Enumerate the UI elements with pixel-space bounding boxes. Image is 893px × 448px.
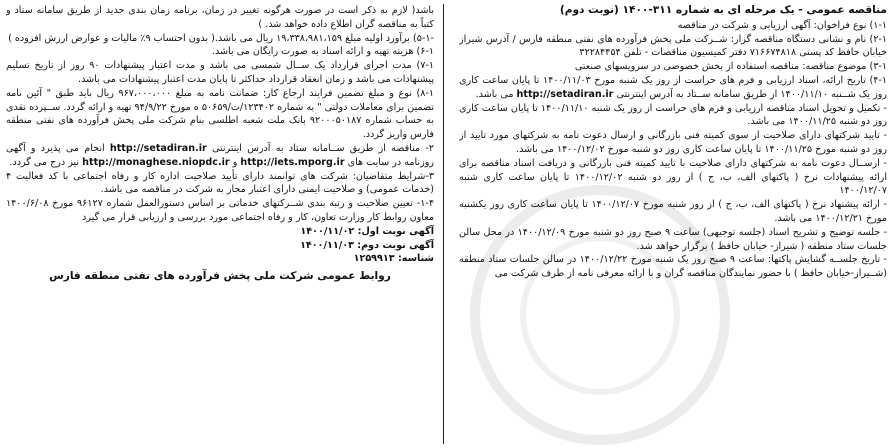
schedule-submission: - تکمیل و تحویل اسناد مناقصه ارزیابی و فرم های حراست از روز یک شنبه ۱۴۰۰/۱۱/۱۰ تا پایان ساعت کاری روز دو شنبه ۱۴۰۰/۱۱/۲۵ می باشد. (459, 102, 887, 128)
clause-2 (6, 142, 434, 170)
schedule-opening: - تاریخ جلســه گشایش پاکتها: ساعت ۹ صبح روز یک شنبه مورخ ۱۴۰۰/۱۲/۲۲ در سالن جلسات ستاد منطقه (شــیراز-خیابان حافظ ) با حضور نمایندگان مناقصه گران و با ارائه معرفی نامه از طرف شرکت می (459, 254, 887, 280)
setad-link-2[interactable]: http://setadiran.ir (109, 142, 207, 154)
notice-title: مناقصه عمومی - یک مرحله ای به شماره ۳۱۱-۱۴۰۰ (نوبت دوم) (559, 4, 887, 16)
setad-link[interactable]: http://setadiran.ir (516, 88, 614, 100)
schedule-approval: - تایید شرکتهای دارای صلاحیت از سوی کمیته فنی بازرگانی و ارسال دعوت نامه به شرکتهای مورد تایید از روز دو شنبه مورخ ۱۴۰۰/۱۱/۲۵ تا پایان ساعت کاری روز دو شنبه مورخ ۱۴۰۰/۱۲/۰۲ می باشد. (459, 130, 887, 155)
clause-7-1: ۷-۱) مدت اجرای قرارداد یک ســال شمسی می باشد و مدت اعتبار پیشنهادات ۹۰ روز از تاریخ تسلیم پیشنهادات می باشد و زمان انعقاد قرارداد حداکثر تا پایان مدت اعتبار پیشنهادات می باشد. (6, 60, 434, 85)
clause-2-text: ۲- مناقصه از طریق ســامانه ستاد به آدرس اینترنتی (211, 142, 434, 154)
clause-4-1-text: ۴-۱) تاریخ ارائه، اسناد ارزیابی و فرم های حراست از روز یک شنبه مورخ ۱۴۰۰/۱۱/۰۳ تا پایان ساعت کاری روز یک شــنبه ۱۴۰۰/۱۱/۱۰ از طریق سامانه ســتاد به آدرس اینترنتی (459, 74, 887, 100)
clause-4-1 (459, 74, 887, 102)
schedule-bid: - ارائه پیشنهاد نرخ ( پاکتهای الف، ب، ج ) از روز شنبه مورخ ۱۴۰۰/۱۲/۰۷ تا پایان ساعت کاری روز یکشنبه مورخ ۱۴۰۰/۱۲/۲۱ می باشد. (459, 199, 887, 224)
first-publish-date: آگهی نوبت اول: ۱۴۰۰/۱۱/۰۲ (300, 225, 434, 237)
clause-6-1: ۶-۱) هزینه تهیه و ارائه اسناد به صورت رایگان می باشد. (211, 46, 434, 58)
clause-5-1: -۵-۱) برآورد اولیه مبلغ ۱۹،۳۳۸،۹۸۱،۱۵۹ ریال می باشد.( بدون احتساب ۹٪ مالیات و عوارض ارزش افزوده ) (8, 32, 434, 44)
monaghese-link[interactable]: http://monaghese.niopdc.ir (82, 156, 230, 168)
second-publish-date: آگهی نوبت دوم: ۱۴۰۰/۱۱/۰۳ (300, 239, 434, 251)
left-column (6, 4, 434, 444)
iets-link[interactable]: http://iets.mporg.ir (240, 156, 345, 168)
clause-2-end: نیز درج می گردد. (9, 156, 80, 168)
clause-4-1-b: ۱-۴- تعیین صلاحیت و رتبه بندی شــرکتهای خدماتی بر اساس دستورالعمل شماره ۹۶۱۲۷ مورخ ۱۴۰۰/۶/۰۸ معاون روابط کار وزارت تعاون، کار و رفاه اجتماعی مورد بررسی و ارزیابی قرار می گیرد (6, 198, 434, 223)
schedule-briefing: - جلسه توضیح و تشریح اسناد (جلسه توجیهی) ساعت ۹ صبح روز دو شنبه مورخ ۱۴۰۰/۱۲/۰۹ در محل سالن جلسات ستاد منطقه ( شیراز- خیابان حافظ ) برگزار خواهد شد. (459, 226, 887, 252)
public-relations-footer: روابط عمومی شرکت ملی پخش فرآورده های نفتی منطقه فارس (49, 270, 391, 283)
clause-2-text-b: انجام می پذیرد و آگهی روزنامه در سایت های (6, 142, 434, 168)
clause-2-and: و (232, 156, 238, 168)
schedule-invitation: - ارســال دعوت نامه به شرکتهای دارای صلاحیت با تایید کمیته فنی بازرگانی و دریافت اسناد مناقصه برای ارائه پیشنهادات نرخ ( پاکتهای الف، ب، ج ) از روز دو شنبه ۱۴۰۰/۱۲/۰۲ تا پایان ساعت کاری شنبه ۱۴۰۰/۱۲/۰۷ (459, 157, 887, 197)
right-column (459, 4, 887, 444)
clause-8-1: ۸-۱) نوع و مبلغ تضمین فرایند ارجاع کار: ضمانت نامه به مبلغ ۹۶۷،۰۰۰،۰۰۰ ریال باید طبق " آئین نامه تضمین برای معاملات دولتی " به شماره ۱۲۳۴۰۲/ت/۵۰۶۵۹ ه مورخ ۹۴/۹/۲۲ تهیه و ارائه گردد. ســپرده نقدی به حساب شماره ۹۲۰۰۰۵۰۱۸۷ بانک ملت شعبه اطلسی بنام شرکت ملی پخش فرآورده های نفتی منطقه فارس واریز گردد. (6, 87, 434, 141)
clause-1-1: ۱-۱) نوع فراخوان: آگهی ارزیابی و شرکت در مناقصه (677, 19, 887, 31)
clause-4-1-end: می باشد. (475, 88, 514, 100)
clause-2-1: ۲-۱) نام و نشانی دستگاه مناقصه گزار: شــرکت ملی پخش فرآورده های نفتی منطقه فارس / آدرس شیراز خیابان حافظ کد پستی ۷۱۶۶۷۴۸۱۸ دفتر کمیسیون مناقصات - تلفن ۳۲۲۸۴۴۵۴ (459, 33, 887, 59)
notice-id: شناسه: ۱۲۵۹۹۱۳ (353, 253, 434, 265)
clause-3: ۳-شرایط متقاضیان: شرکت های توانمند دارای تأیید صلاحیت اداره کار و رفاه اجتماعی با کد فعالیت ۴ (خدمات عمومی) و صلاحیت ایمنی دارای اعتبار مجاز به شرکت در مناقصه می باشد. (6, 170, 434, 196)
clause-3-1: ۳-۱) موضوع مناقصه: مناقصه استفاده از بخش خصوصی در سرویسهای صنعتی (574, 61, 887, 73)
schedule-note: باشد( لازم به ذکر است در صورت هرگونه تغییر در زمان، برنامه زمان بندی جدید از طریق سامانه ستاد و کتباً به مناقصه گران اطلاع داده خواهد شد. ) (6, 5, 434, 30)
column-divider (443, 4, 444, 444)
